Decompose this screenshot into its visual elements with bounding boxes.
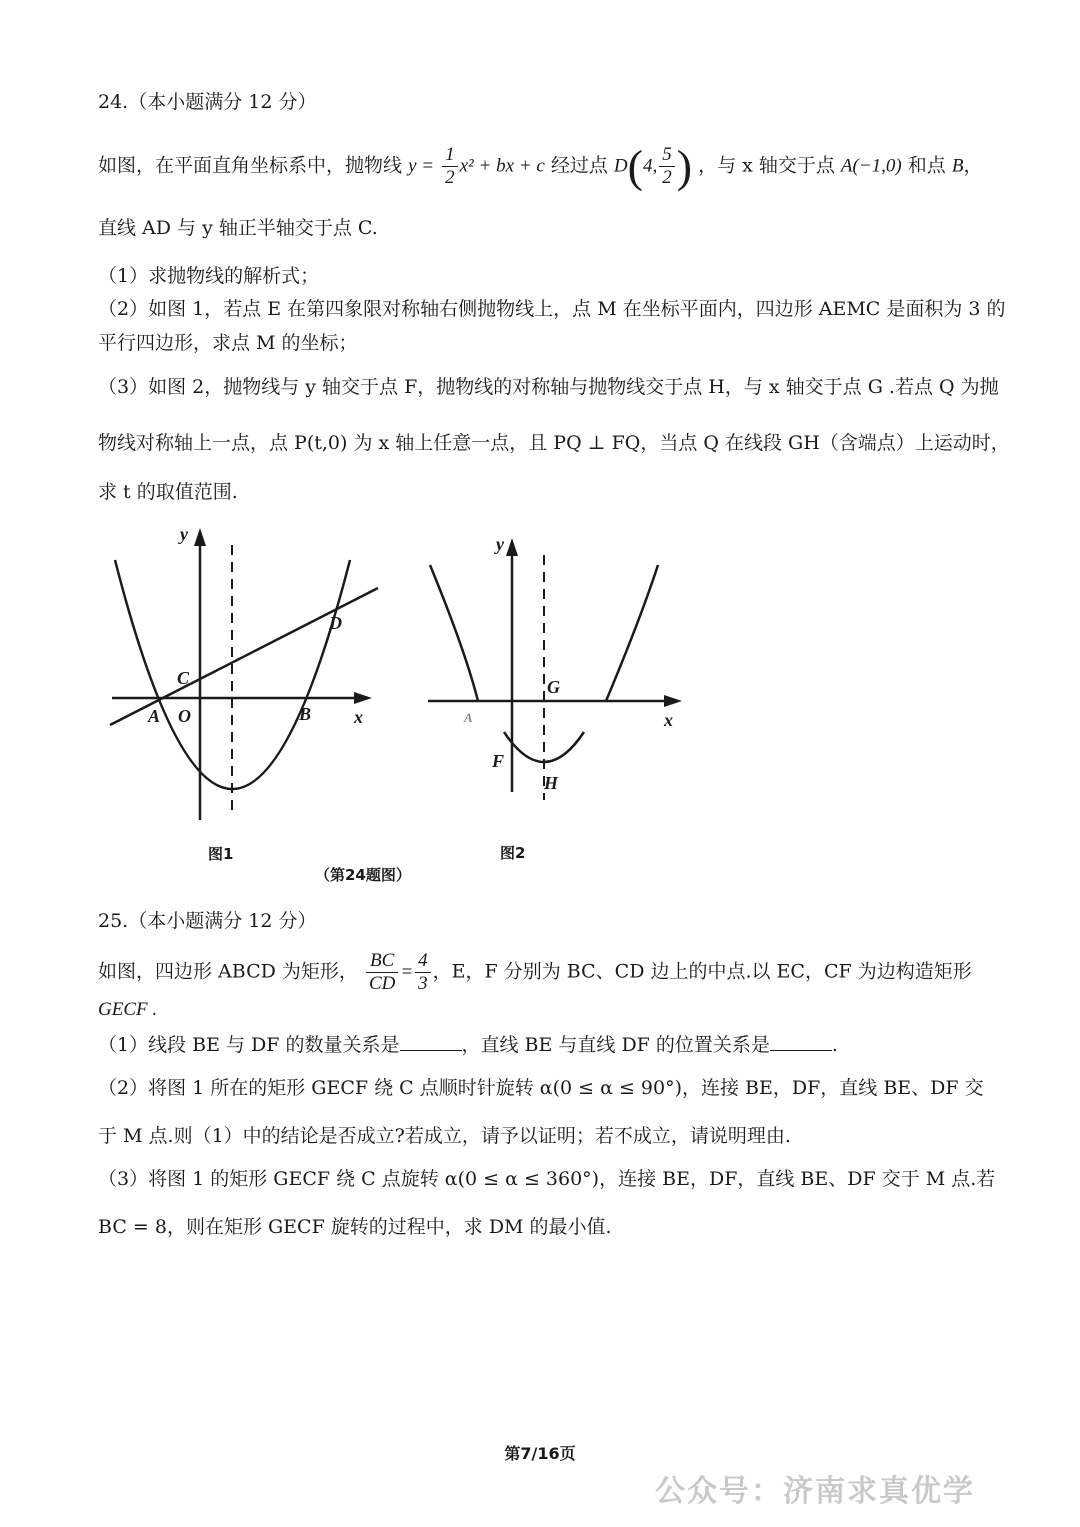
q24-intro-text-b: 经过点	[550, 154, 608, 177]
q24-eq-rest: x² + bx + c	[459, 155, 545, 177]
fig2-label-f: F	[492, 751, 505, 771]
fig2-label-x: x	[664, 710, 673, 730]
q24-line2: 直线 AD 与 y 轴正半轴交于点 C.	[98, 217, 378, 239]
q25-part1	[98, 1031, 984, 1059]
fig2-y-arrow	[506, 538, 518, 556]
fig1-label-y: y	[180, 524, 188, 544]
fig2-label-y: y	[496, 534, 504, 554]
q25-frac-bc-cd: $\frac{BC}{CD}$	[366, 950, 398, 995]
fig1-y-arrow	[194, 528, 206, 546]
q25-part2-line1: （2）将图 1 所在的矩形 GECF 绕 C 点顺时针旋转 α(0 ≤ α ≤ 90°)，连接 BE，DF，直线 BE、DF 交	[98, 1077, 984, 1099]
q25-line2: GECF .	[98, 999, 158, 1020]
watermark: 公众号：济南求真优学	[655, 1474, 975, 1509]
q25-intro	[98, 950, 984, 995]
q25-part1-blank-1[interactable]	[400, 1032, 462, 1051]
page-number: 第7/16页	[504, 1444, 576, 1463]
q24-part1: （1）求抛物线的解析式；	[98, 265, 320, 287]
q25-part3-line2: BC = 8，则在矩形 GECF 旋转的过程中，求 DM 的最小值.	[98, 1216, 612, 1238]
q25-part1-text-a: （1）线段 BE 与 DF 的数量关系是	[98, 1034, 400, 1056]
q24-intro-text-c: ，与 x 轴交于点	[698, 154, 835, 177]
q24-part3-line2: 物线对称轴上一点，点 P(t,0) 为 x 轴上任意一点，且 PQ ⊥ FQ，当点 Q 在线段 GH（含端点）上运动时，	[98, 432, 1010, 454]
figure-2	[420, 530, 690, 810]
fig2-label-g: G	[547, 677, 560, 697]
q24-part2-line1: （2）如图 1，若点 E 在第四象限对称轴右侧抛物线上，点 M 在坐标平面内，四边形 AEMC 是面积为 3 的	[98, 298, 1006, 320]
q24-eq-frac: $\frac{1}{2}$	[442, 144, 458, 189]
fig1-label-o: O	[178, 706, 191, 726]
q24-header: 24.（本小题满分 12 分）	[98, 91, 317, 113]
q25-part1-blank-2[interactable]	[770, 1032, 832, 1051]
fig2-label-a: A	[464, 710, 473, 725]
q25-part2-line2: 于 M 点.则（1）中的结论是否成立?若成立，请予以证明；若不成立，请说明理由.	[98, 1125, 791, 1147]
figure-1	[100, 520, 390, 830]
fig1-label-b: B	[299, 704, 312, 724]
q25-intro-text-a: 如图，四边形 ABCD 为矩形，	[98, 960, 358, 983]
fig1-label-a: A	[148, 706, 161, 726]
q25-part1-text-c: .	[831, 1034, 838, 1056]
fig2-label-h: H	[544, 773, 559, 793]
q25-header: 25.（本小题满分 12 分）	[98, 910, 317, 932]
q25-frac-4-3: $\frac{4}{3}$	[415, 950, 431, 995]
q24-intro-text-a: 如图，在平面直角坐标系中，抛物线	[98, 154, 403, 177]
q24-point-a: A(−1,0)	[840, 155, 902, 177]
q24-part2-line2: 平行四边形，求点 M 的坐标；	[98, 332, 358, 354]
q24-intro: 如图，在平面直角坐标系中，抛物线 y = $\frac{1}{2}$ x² + bx + c 经过点 D(4, $\frac{5}{2}$ ) ，与 x 轴交于点 A(−1,0) 和点 B，	[98, 140, 983, 192]
q25-eq-sign: =	[400, 961, 414, 983]
fig1-label-x: x	[354, 707, 363, 727]
fig2-parabola-right	[606, 565, 658, 701]
q24-point-d-frac: $\frac{5}{2}$	[659, 144, 675, 189]
q24-point-b: B	[951, 155, 964, 177]
fig2-caption: 图2	[500, 844, 526, 862]
fig1-label-c: C	[177, 668, 190, 688]
q24-point-d: D	[613, 155, 628, 177]
q25-part3-line1: （3）将图 1 的矩形 GECF 绕 C 点旋转 α(0 ≤ α ≤ 360°)，连接 BE，DF，直线 BE、DF 交于 M 点.若	[98, 1168, 996, 1190]
figure-group-caption: （第24题图）	[315, 866, 411, 884]
q24-part3-line3: 求 t 的取值范围.	[98, 481, 238, 503]
q24-intro-text-e: ，	[963, 154, 983, 177]
q25-part1-text-b: ，直线 BE 与直线 DF 的位置关系是	[461, 1034, 770, 1056]
q25-intro-text-b: ，E，F 分别为 BC、CD 边上的中点.以 EC，CF 为边构造矩形	[432, 960, 972, 983]
fig1-x-arrow	[354, 692, 372, 704]
fig1-label-d: D	[329, 613, 342, 633]
q24-part3-line1: （3）如图 2，抛物线与 y 轴交于点 F，抛物线的对称轴与抛物线交于点 H，与 x 轴交于点 G .若点 Q 为抛	[98, 376, 999, 398]
q24-point-d-x: 4,	[642, 155, 658, 177]
fig1-line-ad	[110, 588, 378, 725]
q24-intro-text-d: 和点	[907, 154, 946, 177]
fig2-x-arrow	[664, 695, 682, 707]
fig2-parabola-left	[430, 565, 478, 701]
fig1-caption: 图1	[208, 845, 234, 863]
q24-eq-lhs: y =	[408, 155, 435, 177]
